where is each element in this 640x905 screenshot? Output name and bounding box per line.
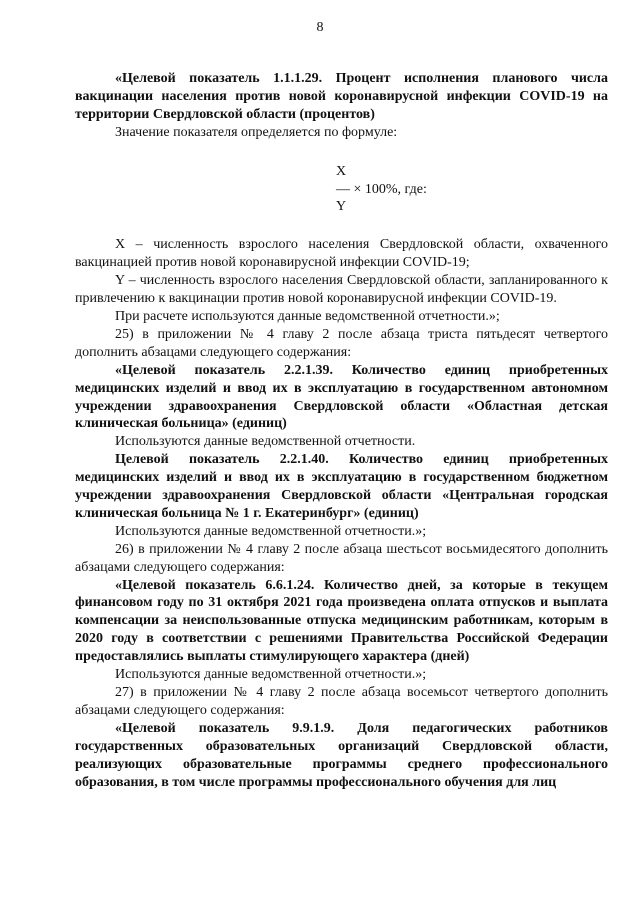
paragraph-indicator-9-9-1-9: «Целевой показатель 9.9.1.9. Доля педагогических работников государственных образовательных организаций Свердловской области, реализующих образовательные программы среднего профессионального образования, в том числе программы профессионального обучения для лиц [75,720,608,790]
paragraph-indicator-6-6-1-24: «Целевой показатель 6.6.1.24. Количество дней, за которые в текущем финансовом году по 31 октября 2021 года произведена оплата отпусков и выплата компенсации за неиспользованные отпуска медицинским работникам, которым в 2020 году в соответствии с решениями Правительства Российской Федерации предоставлялись выплаты стимулирующего характера (дней) [75,577,608,665]
paragraph-y-definition: Y – численность взрослого населения Свердловской области, запланированного к привлечению к вакцинации против новой коронавирусной инфекции COVID-19. [75,273,608,307]
paragraph-item-25: 25) в приложении № 4 главу 2 после абзаца триста пятьдесят четвертого дополнить абзацами следующего содержания: [75,326,608,360]
document-body [75,70,608,791]
paragraph-indicator-2-2-1-39: «Целевой показатель 2.2.1.39. Количество единиц приобретенных медицинских изделий и ввод их в эксплуатацию в государственном автономном учреждении здравоохранения Свердловской области «Областная детская клиническая больница» (единиц) [75,362,608,432]
paragraph-indicator-2-2-1-40: Целевой показатель 2.2.1.40. Количество единиц приобретенных медицинских изделий и ввод их в эксплуатацию в государственном бюджетном учреждении здравоохранения Свердловской области «Центральная городская клиническая больница № 1 г. Екатеринбург» (единиц) [75,452,608,521]
formula-denominator: Y [336,199,347,215]
paragraph-item-27: 27) в приложении № 4 главу 2 после абзаца восемьсот четвертого дополнить абзацами следующего содержания: [75,685,608,718]
paragraph-reporting-note: Используются данные ведомственной отчетности.»; [115,523,427,539]
paragraph-item-26: 26) в приложении № 4 главу 2 после абзаца шестьсот восьмидесятого дополнить абзацами следующего содержания: [75,541,608,575]
paragraph-reporting-note: При расчете используются данные ведомственной отчетности.»; [115,308,500,324]
formula-numerator: X [336,163,347,179]
formula-fraction-line: — × 100%, где: [336,181,427,197]
paragraph-indicator-1-1-1-29: «Целевой показатель 1.1.1.29. Процент исполнения планового числа вакцинации населения против новой коронавирусной инфекции COVID-19 на территории Свердловской области (процентов) [75,71,608,122]
paragraph-x-definition: X – численность взрослого населения Свердловской области, охваченного вакцинацией против новой коронавирусной инфекции COVID-19; [75,237,608,271]
formula [75,163,608,217]
page-number: 8 [316,20,324,35]
paragraph-reporting-note: Используются данные ведомственной отчетности. [115,434,416,450]
paragraph-reporting-note: Используются данные ведомственной отчетности.»; [115,667,427,683]
paragraph-formula-intro: Значение показателя определяется по формуле: [115,124,398,140]
